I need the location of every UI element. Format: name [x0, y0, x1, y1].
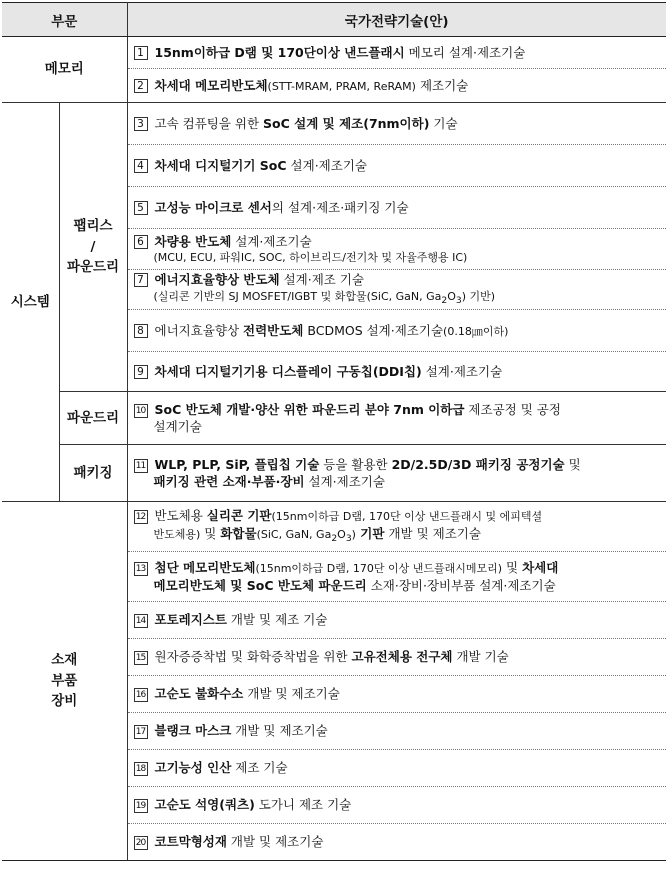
tech-item-4: [127, 145, 666, 187]
materials-line3: 장비: [51, 693, 78, 710]
tech-item-8: [127, 310, 666, 352]
item-10-text: 제조공정 및 공정: [464, 401, 561, 417]
item-6-bold: 차량용 반도체: [154, 233, 232, 249]
item-number-13: 13: [134, 562, 148, 576]
item-7-detail-a: (실리콘 기반의 SJ MOSFET/IGBT 및 화합물(SiC, GaN, Ga: [153, 289, 442, 303]
item-number-7: 7: [134, 273, 148, 287]
item-12-compound: [256, 527, 356, 544]
item-number-12: 12: [134, 510, 148, 524]
tech-item-2: [127, 69, 666, 103]
item-2-bold: 차세대 메모리반도체: [154, 77, 268, 93]
item-20-bold: 코트막형성재: [154, 834, 227, 850]
item-11-bold: WLP, PLP, SiP, 플립칩 기술: [154, 456, 320, 472]
item-16-bold: 고순도 불화수소: [154, 686, 244, 702]
subsector-fabless-foundry: [59, 103, 127, 392]
fabless-line2: /: [90, 238, 96, 255]
item-12-compound-a: (SiC, GaN, Ga: [256, 527, 332, 541]
item-12-small2: 반도체용): [153, 527, 201, 541]
item-12-compound-b: ): [351, 527, 356, 541]
table-row: [2, 37, 666, 69]
tech-item-20: [127, 824, 666, 861]
item-11-text2: 및: [564, 456, 581, 472]
item-number-5: 5: [134, 201, 148, 215]
item-15-bold: 고유전체용 전구체: [351, 649, 453, 665]
item-number-20: 20: [134, 836, 148, 850]
item-12-bold: 실리콘 기판: [206, 508, 272, 524]
item-12-sub-2: 2: [331, 532, 338, 544]
tech-item-13: [127, 552, 666, 602]
item-2-small: (STT-MRAM, PRAM, ReRAM): [267, 79, 416, 93]
item-3-bold: SoC 설계 및 제조(7nm이하): [263, 115, 430, 131]
item-number-18: 18: [134, 762, 148, 776]
tech-item-9: [127, 352, 666, 392]
tech-item-7: [127, 270, 666, 310]
item-11-line2: [134, 473, 663, 490]
header-row: [2, 3, 666, 37]
sector-memory: 메모리: [2, 37, 127, 103]
item-number-19: 19: [134, 799, 148, 813]
table-row: [2, 502, 666, 552]
item-12-text: 반도체용: [154, 508, 207, 524]
item-12-compound-o: O: [337, 527, 346, 541]
item-number-17: 17: [134, 725, 148, 739]
item-number-10: 10: [134, 404, 148, 418]
sector-system: 시스템: [2, 103, 59, 502]
item-8-text2: BCDMOS 설계·제조기술: [303, 322, 444, 338]
tech-item-12: [127, 502, 666, 552]
item-5-bold: 고성능 마이크로 센서: [154, 199, 272, 215]
item-number-2: 2: [134, 79, 148, 93]
item-15-text2: 개발 기술: [452, 649, 509, 665]
item-7-sub-3: 3: [455, 294, 462, 306]
item-14-bold: 포토레지스트: [154, 612, 227, 628]
item-17-text: 개발 및 제조기술: [231, 723, 328, 739]
tech-item-14: [127, 602, 666, 639]
item-7-detail: [134, 289, 663, 308]
item-7-text: 설계·제조 기술: [279, 272, 364, 288]
item-10-text2: 설계기술: [153, 419, 202, 434]
table-row: [2, 103, 666, 145]
tech-item-11: [127, 445, 666, 502]
header-sector: 부문: [2, 3, 127, 37]
item-14-text: 개발 및 제조 기술: [226, 612, 328, 628]
tech-item-5: [127, 187, 666, 229]
item-13-bold2: 차세대: [522, 560, 559, 576]
table-row: [2, 445, 666, 502]
tech-item-3: [127, 103, 666, 145]
item-13-text: 및: [502, 560, 523, 576]
item-3-text: 고속 컴퓨팅을 위한: [154, 115, 264, 131]
item-12-text2: 및: [200, 525, 221, 541]
item-13-bold3: 메모리반도체 및 SoC 반도체 파운드리: [153, 577, 367, 593]
item-number-9: 9: [134, 365, 148, 379]
item-12-sub-3: 3: [345, 532, 352, 544]
item-11-bold3: 패키징 관련 소재·부품·장비: [153, 474, 305, 489]
item-7-sub-2: 2: [441, 294, 448, 306]
item-7-bold: 에너지효율향상 반도체: [154, 272, 280, 288]
subsector-packaging: 패키징: [59, 445, 127, 502]
item-19-bold: 고순도 석영(쿼츠): [154, 797, 255, 813]
item-8-text: 에너지효율향상: [154, 322, 243, 338]
item-number-1: 1: [134, 46, 148, 60]
item-15-text: 원자증증착법 및 화학증착법을 위한: [154, 649, 352, 665]
item-6-detail: (MCU, ECU, 파워IC, SOC, 하이브리드/전기차 및 자율주행용 IC): [153, 251, 468, 265]
subsector-foundry: 파운드리: [59, 392, 127, 445]
table-row: [2, 392, 666, 445]
item-number-6: 6: [134, 235, 148, 249]
national-strategic-tech-table: [2, 2, 666, 861]
item-18-text: 제조 기술: [231, 760, 288, 776]
item-13-bold: 첨단 메모리반도체: [154, 560, 256, 576]
item-8-small: (0.18㎛이하): [443, 324, 509, 338]
item-19-text: 도가니 제조 기술: [254, 797, 352, 813]
item-number-14: 14: [134, 614, 148, 628]
item-12-bold3: 기판: [355, 525, 385, 541]
item-9-text: 설계·제조기술: [421, 363, 503, 379]
item-17-bold: 블랭크 마스크: [154, 723, 232, 739]
header-tech: 국가전략기술(안): [127, 3, 666, 37]
item-number-16: 16: [134, 688, 148, 702]
item-12-bold2: 화합물: [220, 525, 257, 541]
item-4-bold: 차세대 디지털기기 SoC: [154, 157, 287, 173]
item-5-text: 의 설계·제조·패키징 기술: [271, 199, 409, 215]
materials-line1: 소재: [51, 651, 78, 668]
tech-item-18: [127, 750, 666, 787]
item-12-line2: [134, 525, 663, 546]
item-7-detail-b: ) 기반): [461, 289, 496, 303]
tech-item-6: [127, 229, 666, 270]
item-11-bold2: 2D/2.5D/3D 패키징 공정기술: [391, 456, 565, 472]
item-number-15: 15: [134, 651, 148, 665]
materials-line2: 부품: [51, 672, 78, 689]
tech-item-17: [127, 713, 666, 750]
sector-materials: [2, 502, 127, 861]
item-4-text: 설계·제조기술: [286, 157, 367, 173]
fabless-line3: 파운드리: [66, 259, 120, 276]
item-6-text: 설계·제조기술: [231, 233, 312, 249]
item-11-text: 등을 활용한: [319, 456, 392, 472]
item-number-4: 4: [134, 159, 148, 173]
tech-item-1: [127, 37, 666, 69]
item-16-text: 개발 및 제조기술: [243, 686, 340, 702]
item-number-8: 8: [134, 324, 148, 338]
item-1-bold: 15nm이하급 D램 및 170단이상 낸드플래시: [154, 44, 405, 60]
item-3-text2: 기술: [429, 115, 458, 131]
tech-item-19: [127, 787, 666, 824]
item-12-small: (15nm이하급 D램, 170단 이상 낸드플래시 및 에피텍셜: [271, 510, 543, 524]
item-13-line2: [134, 577, 663, 594]
item-11-text3: 설계·제조기술: [304, 474, 385, 489]
item-20-text: 개발 및 제조기술: [226, 834, 324, 850]
item-7-detail-o: O: [447, 289, 456, 303]
tech-item-16: [127, 676, 666, 713]
item-1-text: 메모리 설계·제조기술: [404, 44, 526, 60]
item-10-bold: SoC 반도체 개발·양산 위한 파운드리 분야 7nm 이하급: [154, 401, 465, 417]
item-number-11: 11: [134, 459, 148, 473]
item-2-text: 제조기술: [415, 77, 469, 93]
item-13-small: (15nm이하급 D램, 170단 이상 낸드플래시메모리): [255, 562, 503, 576]
item-number-3: 3: [134, 117, 148, 131]
tech-item-15: [127, 639, 666, 676]
item-13-text2: 소재·장비·장비부품 설계·제조기술: [366, 577, 556, 593]
item-8-bold: 전력반도체: [243, 322, 304, 338]
item-12-text3: 개발 및 제조기술: [384, 525, 481, 541]
item-18-bold: 고기능성 인산: [154, 760, 232, 776]
fabless-line1: 팹리스: [73, 217, 113, 234]
tech-item-10: [127, 392, 666, 445]
item-9-bold: 차세대 디지털기기용 디스플레이 구동칩(DDI칩): [154, 363, 422, 379]
